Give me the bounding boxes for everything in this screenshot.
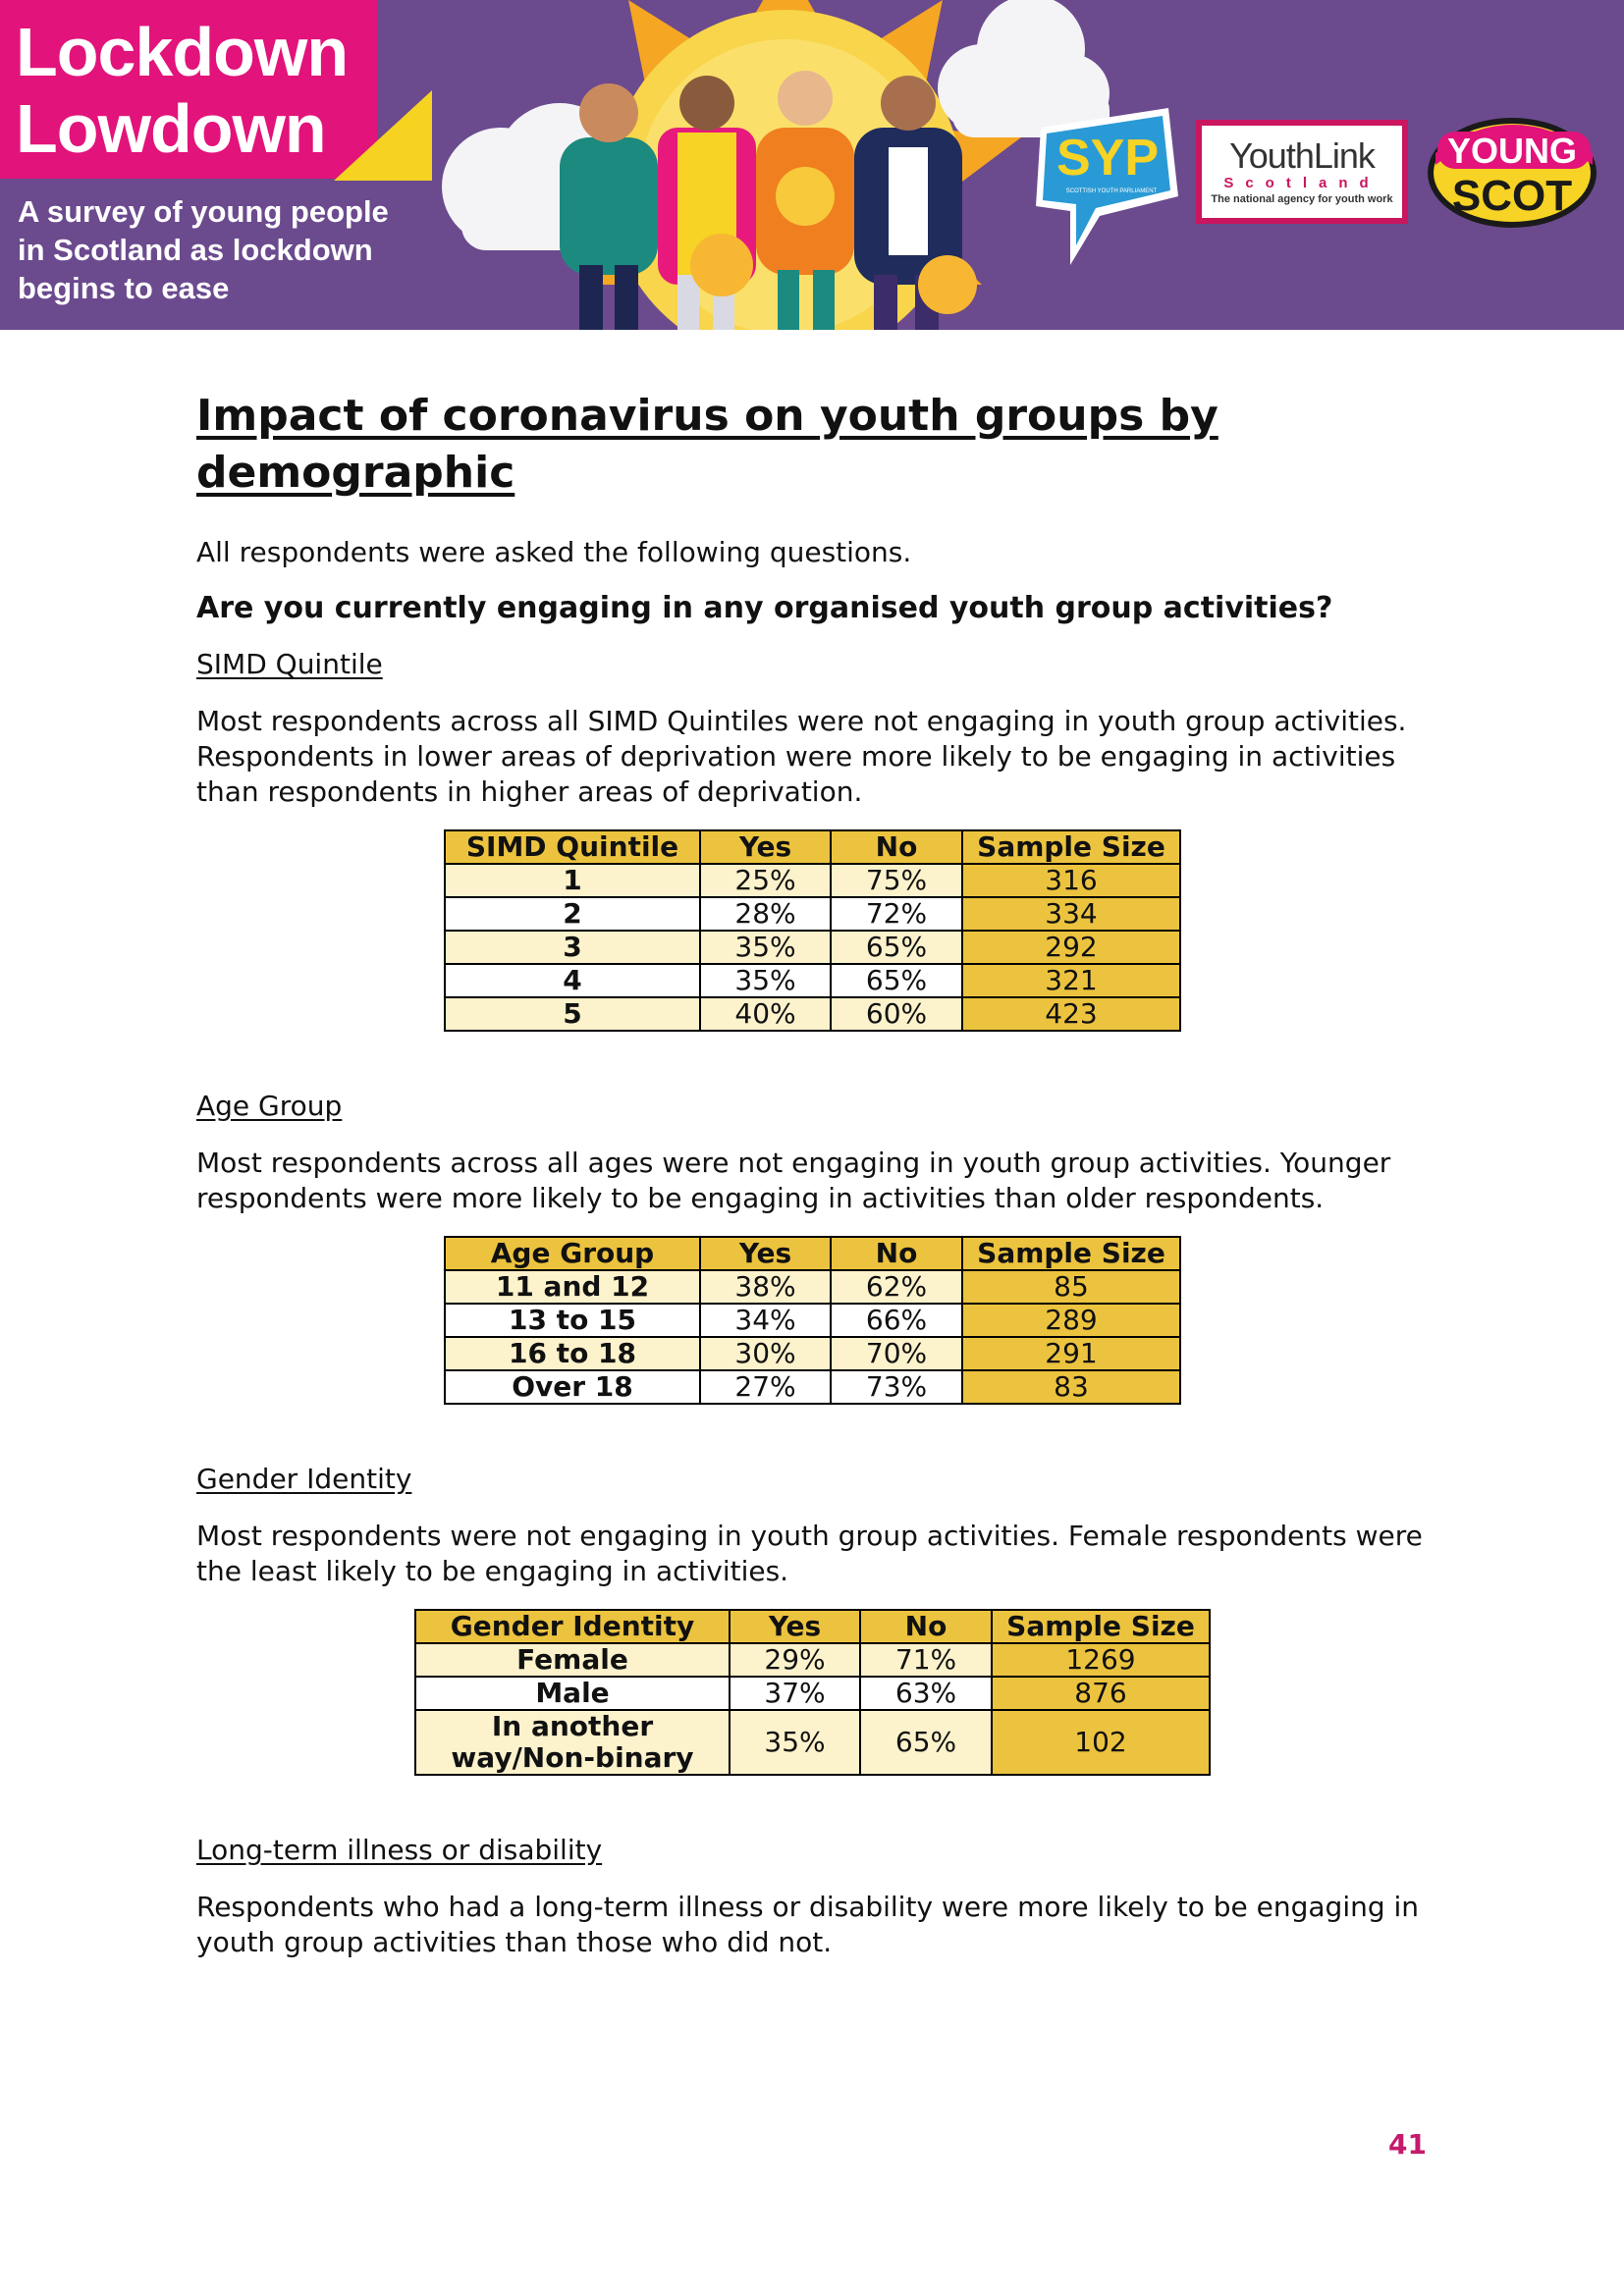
banner-subtitle-line2: in Scotland as lockdown [18,233,373,267]
table-cell: 30% [700,1337,831,1370]
table-cell: 38% [700,1270,831,1304]
table-cell: 1269 [992,1643,1210,1677]
simd-table [444,829,1181,1032]
banner-accent-triangle [334,90,432,181]
page-number: 41 [1388,2128,1427,2161]
table-header-cell: Yes [730,1610,860,1643]
table-cell: 3 [445,931,700,964]
table-cell: 66% [831,1304,962,1337]
table-cell: Over 18 [445,1370,700,1404]
table-header-cell: No [860,1610,992,1643]
age-paragraph [196,1146,1434,1216]
banner-title [16,14,348,167]
table-cell: 60% [831,997,962,1031]
table-row [445,1270,1180,1304]
simd-heading: SIMD Quintile [196,648,383,680]
table-header-row [445,1237,1180,1270]
table-row [445,897,1180,931]
table-cell: 62% [831,1270,962,1304]
table-cell: 65% [860,1710,992,1775]
table-cell: 5 [445,997,700,1031]
table-cell: 72% [831,897,962,931]
table-row [415,1677,1210,1710]
intro-text: All respondents were asked the following questions. [196,536,912,568]
table-row [445,864,1180,897]
age-heading: Age Group [196,1090,343,1122]
banner-title-line1: Lockdown [16,14,349,90]
table-cell: 876 [992,1677,1210,1710]
young-scot-logo-line2: SCOT [1451,172,1573,220]
table-cell: 71% [860,1643,992,1677]
banner-title-line2: Lowdown [16,90,326,167]
simd-paragraph [196,704,1434,810]
table-cell: 65% [831,964,962,997]
youthlink-logo [1196,120,1408,224]
table-row [445,1304,1180,1337]
table-header-cell: Age Group [445,1237,700,1270]
table-cell: 65% [831,931,962,964]
table-cell: Male [415,1677,730,1710]
table-cell: 4 [445,964,700,997]
table-cell: 63% [860,1677,992,1710]
simd-paragraph-line1: Most respondents across all SIMD Quintiles were not engaging in youth group activities. [196,705,1407,737]
disability-paragraph-line2: youth group activities than those who did not. [196,1926,833,1958]
table-header-cell: No [831,830,962,864]
table-row [415,1643,1210,1677]
youthlink-logo-tagline: The national agency for youth work [1211,193,1393,205]
young-scot-logo-line1: YOUNG [1446,131,1578,171]
table-cell: 83 [962,1370,1180,1404]
age-paragraph-line2: respondents were more likely to be engaging in activities than older respondents. [196,1182,1325,1214]
gender-paragraph [196,1519,1434,1589]
youthlink-logo-name: YouthLink [1229,135,1375,176]
table-header-cell: Yes [700,1237,831,1270]
syp-logo [1031,108,1178,275]
table-header-row [445,830,1180,864]
table-cell: 423 [962,997,1180,1031]
table-cell: 28% [700,897,831,931]
table-row [415,1710,1210,1775]
table-cell: 16 to 18 [445,1337,700,1370]
table-cell: 289 [962,1304,1180,1337]
table-header-cell: Sample Size [962,830,1180,864]
question-text: Are you currently engaging in any organised youth group activities? [196,591,1333,625]
table-row [445,931,1180,964]
page-title-line2: demographic [196,448,515,498]
table-row [445,1337,1180,1370]
table-cell: 292 [962,931,1180,964]
gender-paragraph-line2: the least likely to be engaging in activities. [196,1555,789,1587]
youthlink-logo-sub: Scotland [1223,175,1380,191]
header-banner [0,0,1624,330]
table-cell: 35% [730,1710,860,1775]
age-table [444,1236,1181,1405]
table-header-cell: Gender Identity [415,1610,730,1643]
table-header-cell: Sample Size [962,1237,1180,1270]
table-header-cell: Yes [700,830,831,864]
disability-paragraph [196,1890,1434,1960]
page-title [196,388,1434,502]
table-cell: 25% [700,864,831,897]
simd-paragraph-line2: Respondents in lower areas of deprivation were more likely to be engaging in activities [196,740,1396,773]
people-illustration [530,59,1021,330]
young-scot-logo [1426,116,1602,234]
table-cell: 27% [700,1370,831,1404]
main-content [196,388,1434,1960]
banner-subtitle-line3: begins to ease [18,271,230,305]
table-cell: 316 [962,864,1180,897]
table-cell: 291 [962,1337,1180,1370]
table-header-cell: Sample Size [992,1610,1210,1643]
table-header-cell: SIMD Quintile [445,830,700,864]
table-cell: 40% [700,997,831,1031]
table-row [445,997,1180,1031]
table-cell: Female [415,1643,730,1677]
table-header-cell: No [831,1237,962,1270]
table-cell: 1 [445,864,700,897]
table-cell: 85 [962,1270,1180,1304]
simd-paragraph-line3: than respondents in higher areas of deprivation. [196,775,863,808]
table-row [445,1370,1180,1404]
table-cell: 334 [962,897,1180,931]
table-cell: 73% [831,1370,962,1404]
table-cell: 37% [730,1677,860,1710]
table-cell: 11 and 12 [445,1270,700,1304]
table-cell: 35% [700,964,831,997]
banner-subtitle-line1: A survey of young people [18,194,389,229]
table-row [445,964,1180,997]
table-cell: 13 to 15 [445,1304,700,1337]
age-paragraph-line1: Most respondents across all ages were not engaging in youth group activities. Younger [196,1147,1391,1179]
gender-paragraph-line1: Most respondents were not engaging in youth group activities. Female respondents were [196,1520,1423,1552]
gender-heading: Gender Identity [196,1463,412,1495]
syp-logo-subtext: SCOTTISH YOUTH PARLIAMENT [1065,188,1158,194]
table-cell-line: In another [491,1710,654,1742]
table-cell: 34% [700,1304,831,1337]
table-cell: 70% [831,1337,962,1370]
table-cell-line: way/Non-binary [451,1741,694,1774]
table-cell: 75% [831,864,962,897]
syp-logo-text: SYP [1056,130,1160,187]
disability-heading: Long-term illness or disability [196,1834,603,1866]
table-cell: 102 [992,1710,1210,1775]
gender-table [414,1609,1211,1776]
table-cell: 2 [445,897,700,931]
table-cell: 35% [700,931,831,964]
table-header-row [415,1610,1210,1643]
table-cell: 321 [962,964,1180,997]
banner-subtitle [18,192,389,307]
disability-paragraph-line1: Respondents who had a long-term illness or disability were more likely to be engaging in [196,1891,1420,1923]
table-cell: 29% [730,1643,860,1677]
page-title-line1: Impact of coronavirus on youth groups by [196,391,1218,441]
table-cell [415,1710,730,1775]
